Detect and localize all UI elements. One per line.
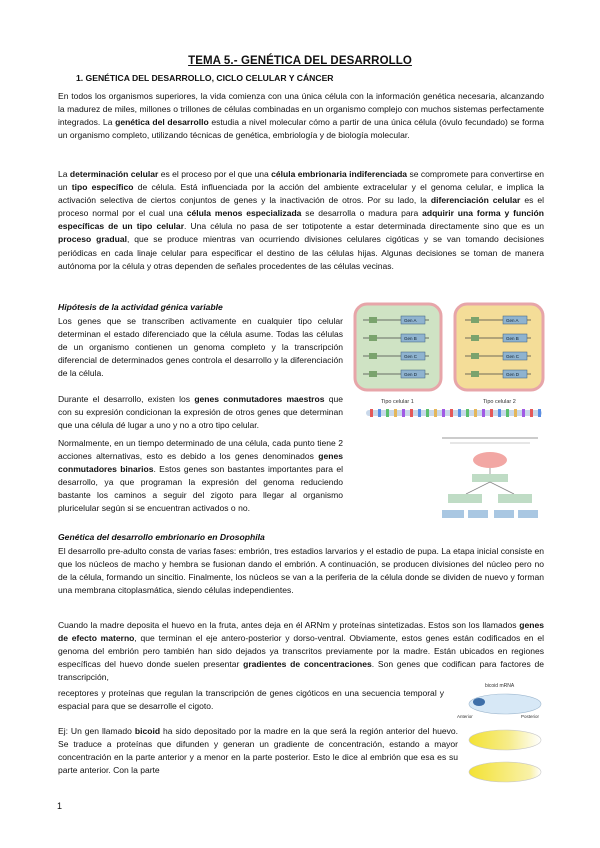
text-run: receptores y proteínas que regulan la transcripción de genes cigóticos en una secuencia temporal y espacial para que se desarrolle el cigoto. — [58, 688, 444, 712]
chromosome-strip-figure — [360, 403, 550, 423]
binary-switch-figure — [436, 432, 544, 524]
chromosome-band — [378, 409, 381, 417]
regulator-box — [471, 353, 479, 359]
anterior-label: Anterior — [457, 714, 473, 719]
heading-drosophila: Genética del desarrollo embrionario en Drosophila — [58, 532, 265, 542]
bold-term: célula menos especializada — [186, 208, 302, 219]
bold-term: genes conmutadores binarios — [58, 451, 343, 475]
text-run: . Son genes que codifican para factores de transcripción, — [58, 659, 544, 683]
regulator-box — [369, 371, 377, 377]
branch-left-node — [448, 494, 482, 503]
chromosome-band — [482, 409, 485, 417]
section-heading: 1. GENÉTICA DEL DESARROLLO, CICLO CELULAR Y CÁNCER — [76, 73, 334, 83]
bold-term: adquirir una forma y función específicas de un tipo celular — [58, 208, 544, 232]
outcome-1 — [442, 510, 464, 518]
text-run: Durante el desarrollo, existen los — [58, 394, 195, 404]
text-run: estudia a nivel molecular cómo a partir de una única célula (óvulo fecundado) se forma un organismo completo, utilizando técnicas de genética, embriología y de biología molecular. — [58, 117, 544, 141]
document-title: TEMA 5.- GENÉTICA DEL DESARROLLO — [188, 55, 412, 67]
cell-type-2 — [455, 304, 543, 390]
switch-node — [472, 474, 508, 482]
regulator-box — [471, 371, 479, 377]
paragraph-conmutadores-maestros — [58, 393, 343, 432]
egg-3 — [469, 762, 541, 782]
egg-2 — [469, 730, 541, 750]
bold-term: bicoid — [134, 726, 161, 736]
bold-term: proceso gradual — [58, 234, 127, 245]
regulator-box — [369, 335, 377, 341]
chromosome-band — [490, 409, 493, 417]
chromosome-band — [426, 409, 429, 417]
text-run: , que terminan el eje antero-posterior y dorso-ventral. Obviamente, estos genes están codificados en el genoma del embrión pero también han sido dejados ya transcritos previamente por la madre. Están ubicados en regiones específicas del huevo donde suelen presentar — [58, 633, 544, 670]
paragraph-intro — [58, 90, 544, 142]
regulator-box — [369, 353, 377, 359]
regulator-box — [471, 317, 479, 323]
chromosome-band — [394, 409, 397, 417]
chromosome-band — [522, 409, 525, 417]
paragraph-desarrollo-preadulto — [58, 545, 544, 597]
text-run: de célula. Está influenciada por la acción del ambiente extracelular y el genoma celular, e implica la activación selectiva de ciertos conjuntos de genes y la inactivación de otros. Por su lado, la — [58, 182, 544, 206]
text-run: Ej: Un gen llamado — [58, 726, 135, 736]
chromosome-band — [506, 409, 509, 417]
text-run: que con su expresión condicionan la expresión de otros genes que determinan que una célula dé lugar a uno y no a otro tipo celular. — [58, 394, 343, 431]
bold-term: célula embrionaria indiferenciada — [271, 169, 408, 179]
bold-term: diferenciación celular — [430, 195, 521, 206]
bicoid-mrna-label: bicoid mRNA — [485, 683, 515, 689]
bold-term: genética del desarrollo — [115, 117, 209, 128]
bold-term: determinación celular — [69, 169, 159, 179]
text-run: , que se produce mientras van ocurriendo divisiones celulares cigóticas y se van tomando decisiones periódicas en cada linaje celular para especificar el destino de las células hijas. Algunas decisiones se toman de manera autónoma por la célula y otras dependen de señales procedentes de las células vecinas. — [58, 234, 544, 271]
posterior-label: Posterior — [521, 714, 540, 719]
bold-term: genes de efecto materno — [58, 620, 544, 644]
gene-label: Gen C — [506, 354, 520, 359]
paragraph-determinacion — [58, 168, 544, 273]
gene-label: Gen A — [506, 318, 519, 323]
chromosome-band — [418, 409, 421, 417]
regulator-box — [369, 317, 377, 323]
text-run: . Estos genes son bastantes importantes para el desarrollo, ya que programan la expresión del genoma reduciendo bastante los caminos a seguir del zigoto para llegar al organismo pluricelular según si se encuentran activados o no. — [58, 464, 344, 514]
text-run: Cuando la madre deposita el huevo en la fruta, antes deja en él ARNm y proteínas sintetizadas. Estos son los llamados — [58, 620, 520, 630]
bold-term: tipo específico — [71, 182, 134, 193]
chromosome-band — [474, 409, 477, 417]
paragraph-genes-transcriben — [58, 315, 343, 380]
chromosome-band — [538, 409, 541, 417]
outcome-4 — [518, 510, 538, 518]
text-run: ha sido depositado por la madre en la que será la región anterior del huevo. Se traduce a proteínas que difunden y generan un gradiente de concentración, estando a mayor concentración en la parte anterior y a menor en la parte posterior. Esto le dice al embrión que esa es su parte anterior. Con la parte — [58, 726, 459, 776]
paragraph-receptores — [58, 687, 444, 713]
cell-types-figure — [351, 300, 547, 408]
chromosome-band — [530, 409, 533, 417]
outcome-2 — [468, 510, 488, 518]
chromosome-band — [498, 409, 501, 417]
page-number: 1 — [57, 801, 63, 811]
chromosome-band — [466, 409, 469, 417]
gene-label: Gen A — [404, 318, 417, 323]
mrna-spot — [473, 698, 485, 706]
cell-type-2-label: Tipo celular 2 — [483, 399, 516, 405]
gene-label: Gen B — [404, 336, 417, 341]
chromosome-band — [370, 409, 373, 417]
cell-type-1-label: Tipo celular 1 — [381, 399, 414, 405]
text-run: En todos los organismos superiores, la vida comienza con una única célula con la información genética necesaria, alcanzando la madurez de miles, millones o trillones de células combinadas en un organismo complejo con muchos sistemas perfectamente integrados. La — [58, 91, 544, 128]
bold-term: genes conmutadores maestros — [194, 394, 325, 404]
chromosome-band — [458, 409, 461, 417]
paragraph-bicoid — [58, 725, 458, 777]
text-run: La — [58, 169, 70, 179]
paragraph-efecto-materno — [58, 619, 544, 684]
zygote-node — [473, 452, 507, 468]
text-run: Los genes que se transcriben activamente en cualquier tipo celular determinan el estado diferenciado que la célula asume. Todas las células de un organismo contienen un genoma completo y la transcripción diferencial de determinados genes controla el desarrollo y la diferenciación de la célula. — [58, 316, 343, 379]
chromosome-band — [386, 409, 389, 417]
text-run: se compromete para convertirse en un — [58, 169, 544, 193]
chromosome-band — [450, 409, 453, 417]
chromosome-band — [410, 409, 413, 417]
text-run: es el proceso por el que una — [158, 169, 272, 179]
bicoid-gradient-figure — [455, 680, 547, 786]
bold-term: gradientes de concentraciones — [243, 659, 372, 670]
outcome-3 — [494, 510, 514, 518]
gene-label: Gen D — [506, 372, 520, 377]
text-run: El desarrollo pre-adulto consta de varias fases: embrión, tres estadios larvarios y el estadio de pupa. La etapa inicial consiste en que los núcleos de macho y hembra se fusionan dando el embrión. A continuación, se producen divisiones del núcleo pero no de la célula, formando un sincitio. Finalmente, los núcleos se van a la periferia de la célula donde se dividen de nuevo y forman una membrana citoplasmática, siendo células independientes. — [58, 546, 544, 596]
gene-label: Gen B — [506, 336, 519, 341]
chromosome-band — [514, 409, 517, 417]
gene-label: Gen D — [404, 372, 418, 377]
text-run: se desarrolla o madura para — [301, 208, 423, 219]
gene-label: Gen C — [404, 354, 418, 359]
branch-right-node — [498, 494, 532, 503]
paragraph-conmutadores-binarios — [58, 437, 343, 516]
text-run: . Una célula no pasa de ser totipotente a estar determinada directamente sino que es un — [184, 221, 544, 232]
text-run: Normalmente, en un tiempo determinado de una célula, cada punto tiene 2 acciones alternativas, esto es debido a los genes denominados — [58, 438, 343, 462]
heading-hipotesis: Hipótesis de la actividad génica variable — [58, 302, 223, 312]
cell-type-1 — [355, 304, 441, 390]
text-run: es el proceso normal por el cual una — [58, 195, 544, 219]
regulator-box — [471, 335, 479, 341]
chromosome-band — [402, 409, 405, 417]
chromosome-band — [442, 409, 445, 417]
chromosome-band — [434, 409, 437, 417]
